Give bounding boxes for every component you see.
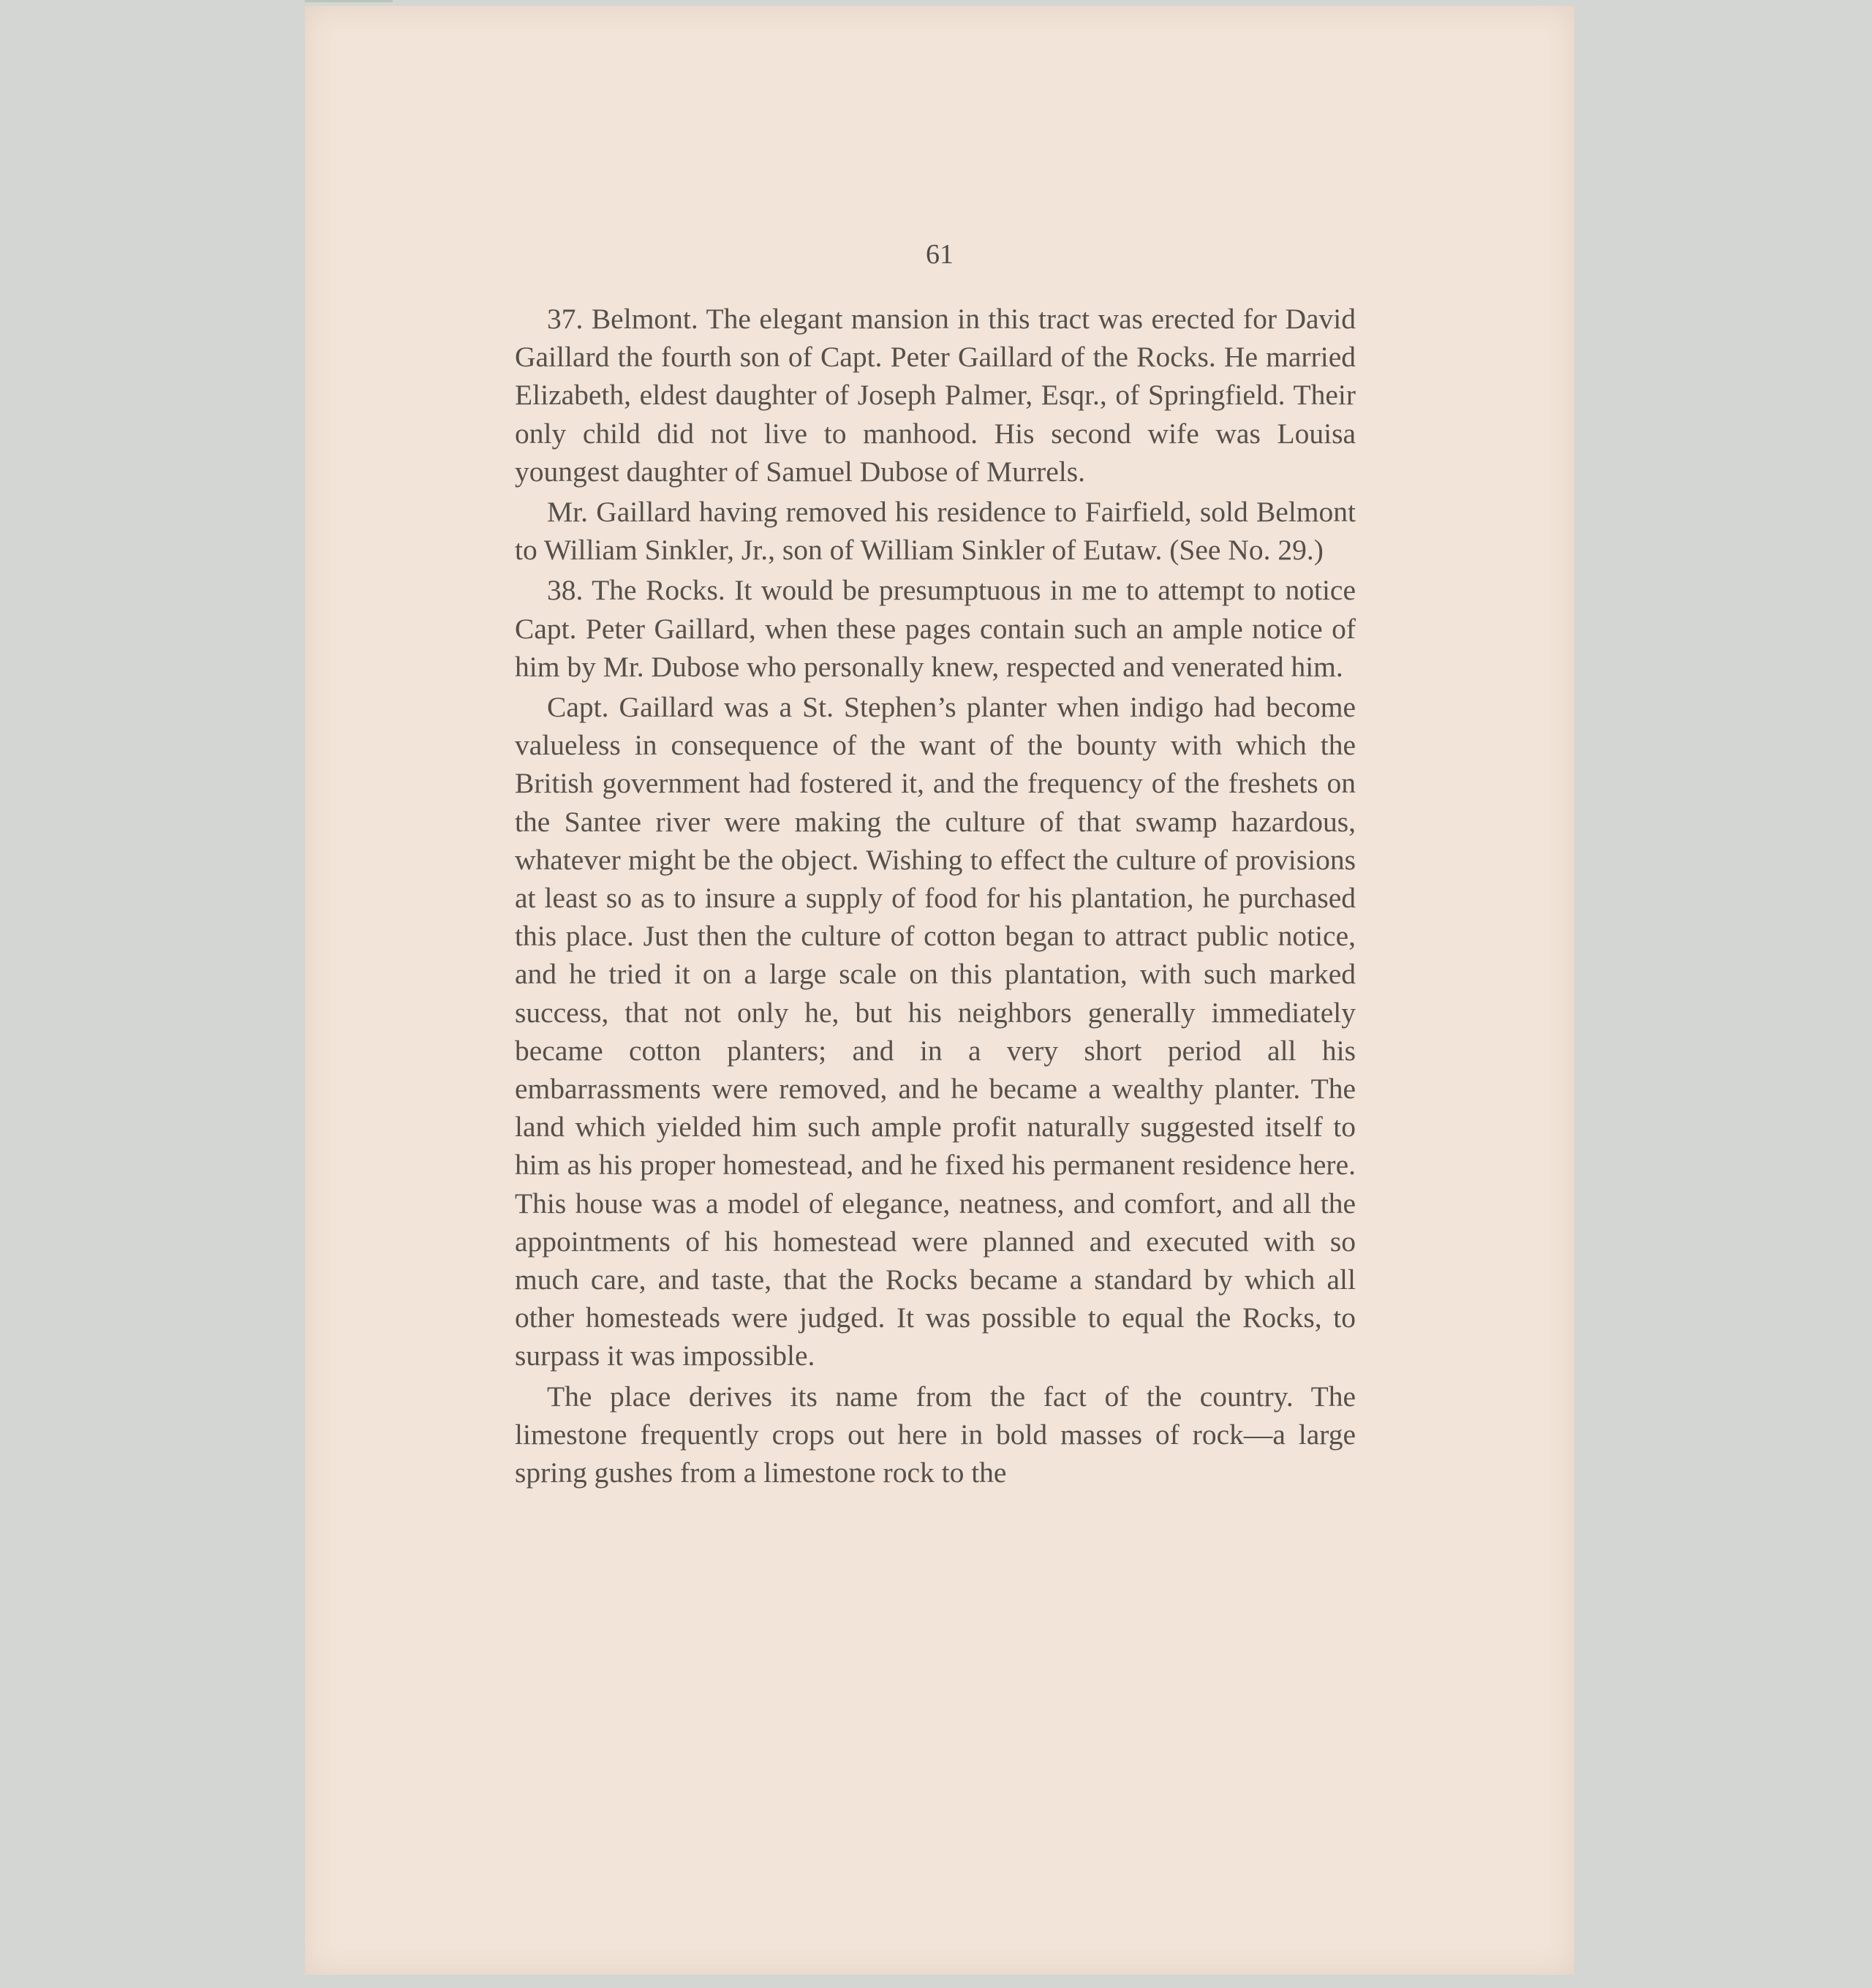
paragraph: Capt. Gaillard was a St. Stephen’s planter when indigo had become valueless in consequence of the want of the bounty with which the British government had fostered it, and the frequency of the freshets on the Santee river were making the culture of that swamp hazardous, whatever might be the object. Wishing to effect the culture of provisions at least so as to insure a supply of food for his plantation, he purchased this place. Just then the culture of cotton began to attract public notice, and he tried it on a large scale on this plantation, with such marked success, that not only he, but his neighbors generally immediately became cotton planters; and in a very short period all his embarrassments were removed, and he became a wealthy planter. The land which yielded him such ample profit naturally suggested itself to him as his proper homestead, and he fixed his permanent residence here. This house was a model of elegance, neatness, and comfort, and all the appointments of his homestead were planned and executed with so much care, and taste, that the Rocks became a standard by which all other homesteads were judged. It was possible to equal the Rocks, to surpass it was impossible. — [515, 691, 1356, 1372]
paragraph: 37. Belmont. The elegant mansion in this tract was erected for David Gaillard the fourth son of Capt. Peter Gaillard of the Rocks. He married Elizabeth, eldest daughter of Joseph Palmer, Esqr., of Springfield. Their only child did not live to manhood. His second wife was Louisa youngest daughter of Samuel Dubose of Murrels. — [515, 303, 1356, 488]
page-number: 61 — [926, 239, 954, 270]
paragraph: 38. The Rocks. It would be presumptuous in me to attempt to notice Capt. Peter Gaillard, when these pages contain such an ample notice of him by Mr. Dubose who personally knew, respected and venerated him. — [515, 574, 1356, 683]
paragraph: Mr. Gaillard having removed his residence to Fairfield, sold Belmont to William Sinkler, Jr., son of William Sinkler of Eutaw. (See No. 29.) — [515, 496, 1356, 567]
paragraph: The place derives its name from the fact of the country. The limestone frequently crops out here in bold masses of rock—a large spring gushes from a limestone rock to the — [515, 1380, 1356, 1489]
body-text — [515, 300, 1356, 1494]
scan-edge-line — [305, 0, 393, 2]
book-page — [305, 6, 1574, 1975]
